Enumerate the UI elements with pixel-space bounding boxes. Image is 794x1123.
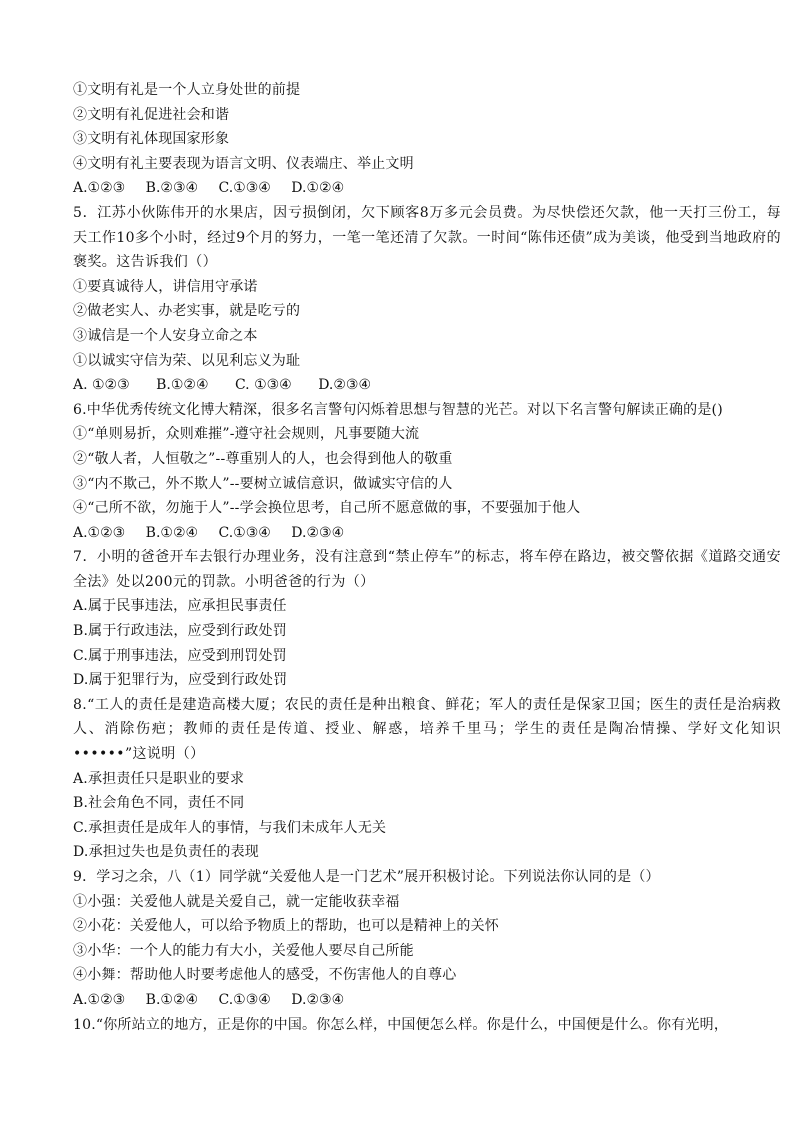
- q7-option-a: A.属于民事违法，应承担民事责任: [73, 598, 287, 615]
- q6-item-1: ①“单则易折，众则难摧”-遵守社会规则，凡事要随大流: [73, 426, 420, 443]
- q7-option-c: C.属于刑事违法，应受到刑罚处罚: [73, 647, 287, 664]
- q6-option-a: A.①②③: [73, 524, 126, 541]
- q7-option-d: D.属于犯罪行为，应受到行政处罚: [73, 672, 288, 689]
- q6-item-2: ②“敬人者，人恒敬之”--尊重别人的人，也会得到他人的敬重: [73, 450, 453, 467]
- q6-item-4: ④“己所不欲，勿施于人”--学会换位思考，自己所不愿意做的事，不要强加于他人: [73, 500, 581, 517]
- q8-option-d: D.承担过失也是负责任的表现: [73, 844, 259, 861]
- q6-option-d: D.②③④: [291, 524, 345, 541]
- q9-option-a: A.①②③: [73, 991, 126, 1008]
- q7-stem: 7．小明的爸爸开车去银行办理业务，没有注意到“禁止停车”的标志，将车停在路边，被交警依据《道路交通安全法》处以200元的罚款。小明爸爸的行为（）: [73, 549, 781, 590]
- q4-item-2: ②文明有礼促进社会和谐: [73, 106, 230, 123]
- q7-option-b: B.属于行政违法，应受到行政处罚: [73, 623, 287, 640]
- q6-item-3: ③“内不欺己，外不欺人”--要树立诚信意识，做诚实守信的人: [73, 475, 453, 492]
- q5-option-c: C. ①③④: [234, 377, 292, 394]
- q4-item-4: ④文明有礼主要表现为语言文明、仪表端庄、举止文明: [73, 155, 414, 172]
- q4-option-d: D.①②④: [291, 180, 345, 197]
- q10-stem: 10.“你所站立的地方，正是你的中国。你怎么样，中国便怎么样。你是什么，中国便是什么。你有光明，: [73, 1016, 729, 1033]
- q9-option-d: D.②③④: [291, 991, 345, 1008]
- q5-option-a: A. ①②③: [73, 377, 130, 394]
- q5-item-1: ①要真诚待人，讲信用守承诺: [73, 278, 258, 295]
- q9-stem: 9．学习之余，八（1）同学就“关爱他人是一门艺术”展开积极讨论。下列说法你认同的是（）: [73, 869, 660, 885]
- q9-item-1: ①小强：关爱他人就是关爱自己，就一定能收获幸福: [73, 893, 400, 910]
- q4-options: [73, 176, 785, 201]
- q5-item-3: ③诚信是一个人安身立命之本: [73, 327, 258, 344]
- q8-option-b: B.社会角色不同，责任不同: [73, 795, 245, 812]
- q8-option-c: C.承担责任是成年人的事情，与我们未成年人无关: [73, 819, 387, 836]
- q4-option-a: A.①②③: [73, 180, 126, 197]
- q9-option-c: C.①③④: [218, 991, 271, 1008]
- q4-option-b: B.②③④: [145, 180, 199, 197]
- q5-item-2: ②做老实人、办老实事，就是吃亏的: [73, 303, 301, 320]
- q6-option-c: C.①③④: [218, 524, 271, 541]
- q9-item-4: ④小舞：帮助他人时要考虑他人的感受，不伤害他人的自尊心: [73, 967, 457, 984]
- q5-option-d: D.②③④: [318, 377, 372, 394]
- q4-item-1: ①文明有礼是一个人立身处世的前提: [73, 82, 301, 98]
- q5-option-b: B.①②④: [156, 377, 209, 394]
- q9-options: [73, 988, 785, 1013]
- q6-stem: 6.中华优秀传统文化博大精深，很多名言警句闪烁着思想与智慧的光芒。对以下名言警句解读正确的是(): [73, 401, 723, 418]
- q8-option-a: A.承担责任只是职业的要求: [73, 770, 245, 787]
- exam-page: [73, 78, 785, 1037]
- q6-options: [73, 521, 785, 546]
- q5-item-4: ①以诚实守信为荣、以见利忘义为耻: [73, 352, 301, 369]
- q5-stem: 5．江苏小伙陈伟开的水果店，因亏损倒闭，欠下顾客8万多元会员费。为尽快偿还欠款，他一天打三份工，每天工作10多个小时，经过9个月的努力，一笔一笔还清了欠款。一时间“陈伟还债”成为美谈，他受到当地政府的褒奖。这告诉我们（）: [73, 204, 781, 271]
- q9-option-b: B.①②④: [145, 991, 199, 1008]
- q8-stem: 8.“工人的责任是建造高楼大厦；农民的责任是种出粮食、鲜花；军人的责任是保家卫国；医生的责任是治病救人、消除伤疤；教师的责任是传道、授业、解惑，培养千里马；学生的责任是陶冶情操、学好文化知识••••••”这说明（）: [73, 696, 781, 763]
- q9-item-2: ②小花：关爱他人，可以给予物质上的帮助，也可以是精神上的关怀: [73, 918, 499, 935]
- q9-item-3: ③小华：一个人的能力有大小，关爱他人要尽自己所能: [73, 942, 414, 959]
- q4-option-c: C.①③④: [218, 180, 271, 197]
- q5-options: [73, 373, 785, 398]
- q6-option-b: B.①②④: [145, 524, 199, 541]
- q4-item-3: ③文明有礼体现国家形象: [73, 131, 230, 148]
